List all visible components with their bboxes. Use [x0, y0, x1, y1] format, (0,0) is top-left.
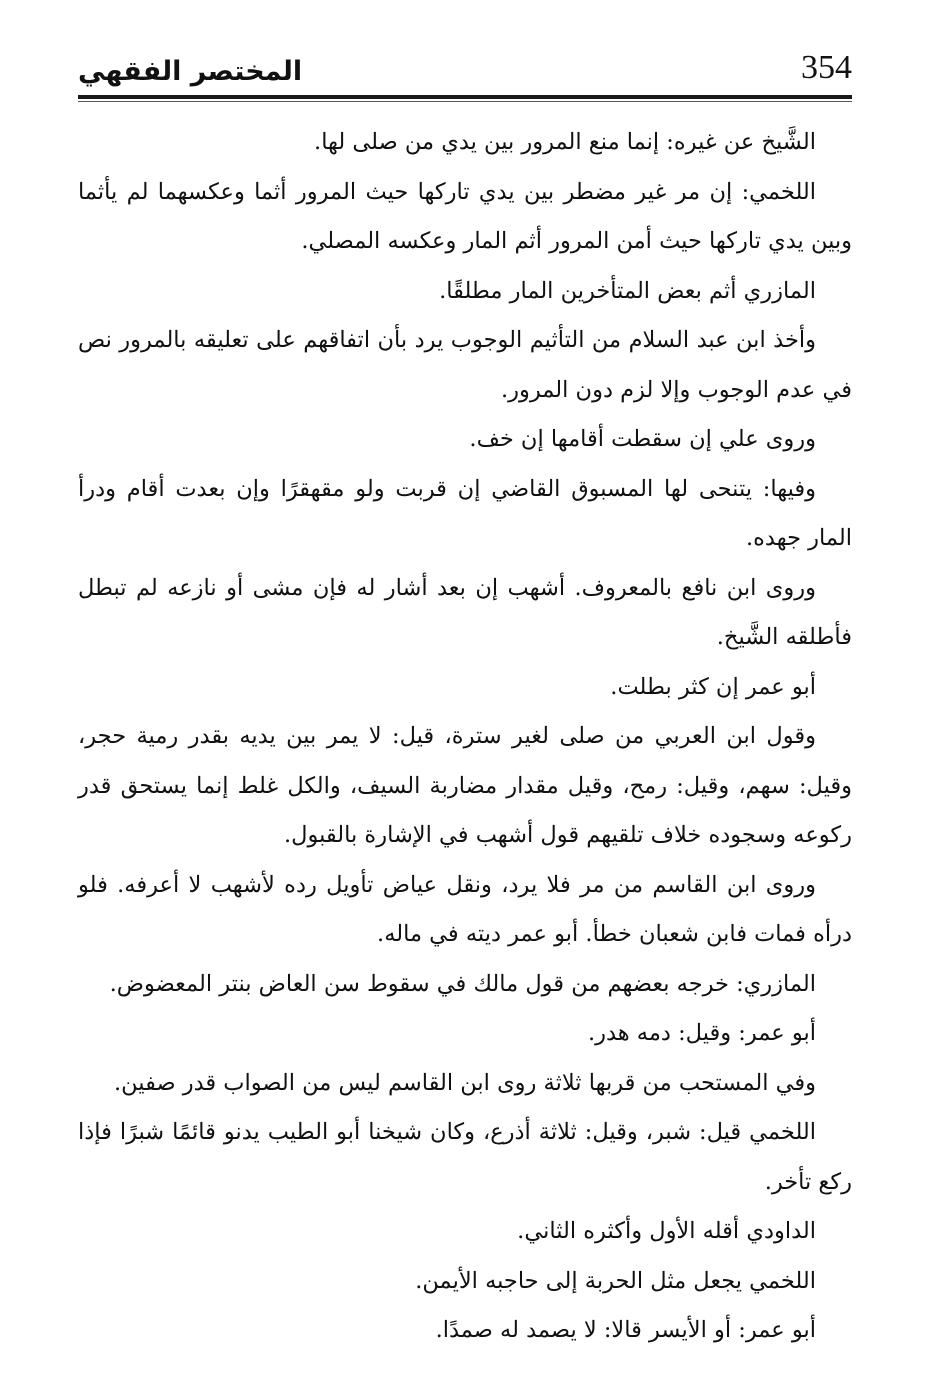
paragraph: المازري أثم بعض المتأخرين المار مطلقًا.	[439, 277, 816, 304]
paragraph: اللخمي: إن مر غير مضطر بين يدي تاركها حيث المرور أثما وعكسهما لم يأثما وبين يدي تاركها حيث أمن المرور أثم المار وعكسه المصلي.	[78, 178, 852, 254]
main-text	[78, 118, 852, 1356]
header-rule-thin	[78, 101, 852, 102]
paragraph: أبو عمر: وقيل: دمه هدر.	[587, 1020, 816, 1046]
paragraph: الشَّيخ عن غيره: إنما منع المرور بين يدي من صلى لها.	[314, 129, 816, 155]
paragraph: وفي المستحب من قربها ثلاثة روى ابن القاسم ليس من الصواب قدر صفين.	[114, 1069, 816, 1096]
running-title: المختصر الفقهي	[78, 56, 303, 87]
paragraph: اللخمي يجعل مثل الحربة إلى حاجبه الأيمن.	[415, 1267, 816, 1294]
paragraph: وأخذ ابن عبد السلام من التأثيم الوجوب يرد بأن اتفاقهم على تعليقه بالمرور نص في عدم الوجوب وإلا لزم دون المرور.	[78, 327, 852, 403]
paragraph: المازري: خرجه بعضهم من قول مالك في سقوط سن العاض بنتر المعضوض.	[109, 970, 816, 997]
paragraph: الداودي أقله الأول وأكثره الثاني.	[517, 1218, 816, 1244]
paragraph: وفيها: يتنحى لها المسبوق القاضي إن قربت ولو مقهقرًا وإن بعدت أقام ودرأ المار جهده.	[78, 475, 852, 551]
paragraph: أبو عمر إن كثر بطلت.	[610, 673, 816, 700]
header-rule	[78, 95, 852, 99]
paragraph: اللخمي قيل: شبر، وقيل: ثلاثة أذرع، وكان شيخنا أبو الطيب يدنو قائمًا شبرًا فإذا ركع تأخر.	[78, 1119, 852, 1195]
page-number: 354	[801, 49, 852, 86]
paragraph: وروى علي إن سقطت أقامها إن خف.	[469, 426, 816, 452]
paragraph: أبو عمر: أو الأيسر قالا: لا يصمد له صمدًا.	[435, 1317, 816, 1343]
paragraph: وروى ابن القاسم من مر فلا يرد، ونقل عياض تأويل رده لأشهب لا أعرفه. فلو درأه فمات فابن شعبان خطأ. أبو عمر ديته في ماله.	[78, 871, 852, 947]
paragraph: وروى ابن نافع بالمعروف. أشهب إن بعد أشار له فإن مشى أو نازعه لم تبطل فأطلقه الشَّيخ.	[78, 574, 852, 650]
paragraph: وقول ابن العربي من صلى لغير سترة، قيل: لا يمر بين يديه بقدر رمية حجر، وقيل: سهم، وقيل: رمح، وقيل مقدار مضاربة السيف، والكل غلط إنما يستحق قدر ركوعه وسجوده خلاف تلقيهم قول أشهب في الإشارة بالقبول.	[78, 723, 852, 848]
page-header	[78, 48, 852, 96]
